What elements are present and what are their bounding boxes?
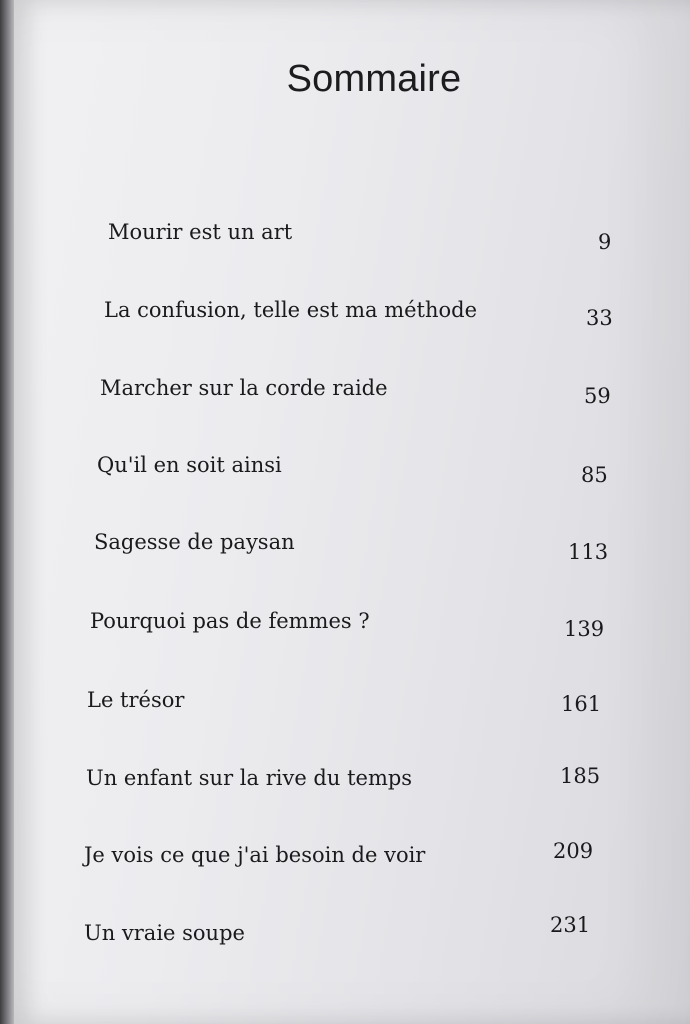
toc-entry-page: 161 [561,692,602,716]
toc-entry-page: 33 [586,306,613,330]
table-of-contents [14,0,690,1024]
book-page [14,0,690,1024]
toc-entry-page: 139 [564,617,605,641]
toc-entry-title: Sagesse de paysan [94,530,295,554]
toc-entry-page: 185 [560,764,601,788]
page-title: Sommaire [286,58,462,100]
toc-entry-title: Marcher sur la corde raide [100,376,388,400]
toc-entry-page: 209 [553,839,594,863]
toc-entry-page: 85 [581,463,608,487]
toc-entry-title: Un enfant sur la rive du temps [86,766,413,790]
toc-entry-title: Mourir est un art [108,220,293,244]
toc-entry-page: 59 [584,384,611,408]
toc-entry-page: 231 [550,913,591,937]
toc-entry-title: La confusion, telle est ma méthode [104,298,478,322]
toc-entry-page: 9 [598,230,612,254]
toc-entry-title: Je vois ce que j'ai besoin de voir [84,843,426,867]
toc-entry-page: 113 [568,540,609,564]
toc-entry-title: Pourquoi pas de femmes ? [90,609,370,633]
toc-entry-title: Un vraie soupe [84,921,245,945]
toc-entry-title: Qu'il en soit ainsi [97,453,282,477]
toc-entry-title: Le trésor [87,688,185,712]
